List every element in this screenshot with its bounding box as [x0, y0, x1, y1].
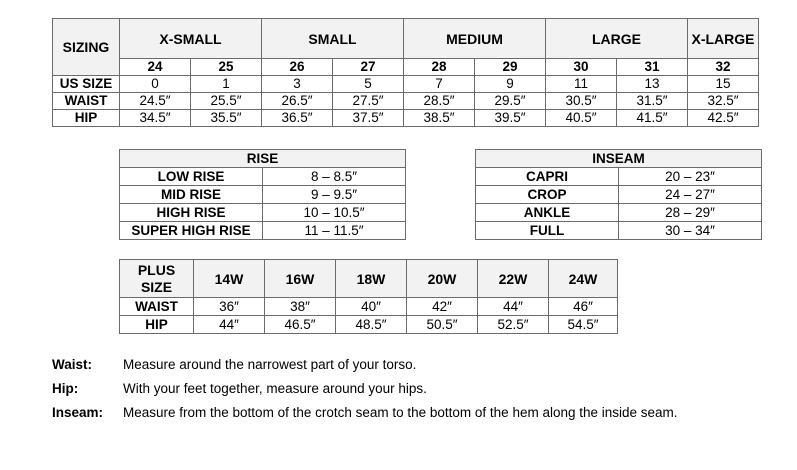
- cell: 42.5″: [688, 110, 759, 127]
- inseam-label: ANKLE: [476, 204, 619, 222]
- us-size-row: [53, 76, 759, 93]
- cell: 39.5″: [475, 110, 546, 127]
- cell: 46″: [549, 298, 618, 316]
- inseam-row: [476, 168, 762, 186]
- note-text: Measure from the bottom of the crotch seam to the bottom of the hem along the inside seam.: [123, 405, 678, 420]
- inseam-row: [476, 186, 762, 204]
- note-text: With your feet together, measure around your hips.: [123, 381, 427, 396]
- rise-label: MID RISE: [120, 186, 263, 204]
- inseam-value: 20 – 23″: [619, 168, 762, 186]
- plus-size-header-row: [120, 260, 618, 298]
- cell: 38″: [265, 298, 336, 316]
- plus-size-number: 24W: [549, 260, 618, 298]
- inseam-label: CROP: [476, 186, 619, 204]
- inseam-label: CAPRI: [476, 168, 619, 186]
- size-number-row: [53, 59, 759, 76]
- size-group-x-small: X-SMALL: [120, 19, 262, 59]
- cell: 50.5″: [407, 316, 478, 334]
- size-group-small: SMALL: [262, 19, 404, 59]
- size-group-large: LARGE: [546, 19, 688, 59]
- cell: 48.5″: [336, 316, 407, 334]
- size-group-x-large: X-LARGE: [688, 19, 759, 59]
- cell: 41.5″: [617, 110, 688, 127]
- cell: 1: [191, 76, 262, 93]
- note-label: Inseam:: [52, 405, 104, 420]
- plus-size-number: 16W: [265, 260, 336, 298]
- rise-label: LOW RISE: [120, 168, 263, 186]
- cell: 52.5″: [478, 316, 549, 334]
- row-label: WAIST: [120, 298, 194, 316]
- cell: 44″: [194, 316, 265, 334]
- size-number: 25: [191, 59, 262, 76]
- cell: 15: [688, 76, 759, 93]
- cell: 40.5″: [546, 110, 617, 127]
- cell: 46.5″: [265, 316, 336, 334]
- row-label: HIP: [53, 110, 120, 127]
- cell: 13: [617, 76, 688, 93]
- rise-table: [119, 149, 406, 240]
- plus-waist-row: [120, 298, 618, 316]
- cell: 34.5″: [120, 110, 191, 127]
- inseam-value: 28 – 29″: [619, 204, 762, 222]
- cell: 26.5″: [262, 93, 333, 110]
- rise-row: [120, 222, 406, 240]
- plus-label-line2: SIZE: [140, 279, 173, 295]
- row-label: US SIZE: [53, 76, 120, 93]
- plus-size-table: [119, 259, 618, 334]
- cell: 36.5″: [262, 110, 333, 127]
- rise-title: RISE: [120, 150, 406, 168]
- size-number: 29: [475, 59, 546, 76]
- size-number: 30: [546, 59, 617, 76]
- waist-row: [53, 93, 759, 110]
- size-group-medium: MEDIUM: [404, 19, 546, 59]
- cell: 25.5″: [191, 93, 262, 110]
- cell: 28.5″: [404, 93, 475, 110]
- note-label: Waist:: [52, 357, 92, 372]
- plus-size-corner-label: [120, 260, 194, 298]
- plus-size-number: 14W: [194, 260, 265, 298]
- sizing-corner-label: SIZING: [53, 19, 120, 76]
- plus-hip-row: [120, 316, 618, 334]
- size-number: 31: [617, 59, 688, 76]
- cell: 36″: [194, 298, 265, 316]
- cell: 9: [475, 76, 546, 93]
- rise-label: SUPER HIGH RISE: [120, 222, 263, 240]
- cell: 29.5″: [475, 93, 546, 110]
- sizing-table: [52, 18, 759, 127]
- plus-size-number: 18W: [336, 260, 407, 298]
- inseam-label: FULL: [476, 222, 619, 240]
- rise-value: 11 – 11.5″: [263, 222, 406, 240]
- cell: 38.5″: [404, 110, 475, 127]
- inseam-value: 30 – 34″: [619, 222, 762, 240]
- inseam-value: 24 – 27″: [619, 186, 762, 204]
- size-number: 32: [688, 59, 759, 76]
- size-group-row: [53, 19, 759, 59]
- plus-size-number: 22W: [478, 260, 549, 298]
- inseam-title-row: [476, 150, 762, 168]
- cell: 42″: [407, 298, 478, 316]
- cell: 30.5″: [546, 93, 617, 110]
- note-label: Hip:: [52, 381, 79, 396]
- hip-row: [53, 110, 759, 127]
- inseam-row: [476, 222, 762, 240]
- cell: 40″: [336, 298, 407, 316]
- row-label: HIP: [120, 316, 194, 334]
- size-number: 24: [120, 59, 191, 76]
- plus-label-line1: PLUS: [137, 262, 176, 278]
- cell: 0: [120, 76, 191, 93]
- plus-size-number: 20W: [407, 260, 478, 298]
- cell: 7: [404, 76, 475, 93]
- rise-value: 9 – 9.5″: [263, 186, 406, 204]
- cell: 35.5″: [191, 110, 262, 127]
- inseam-title: INSEAM: [476, 150, 762, 168]
- rise-value: 10 – 10.5″: [263, 204, 406, 222]
- size-number: 26: [262, 59, 333, 76]
- cell: 5: [333, 76, 404, 93]
- cell: 44″: [478, 298, 549, 316]
- cell: 54.5″: [549, 316, 618, 334]
- cell: 27.5″: [333, 93, 404, 110]
- cell: 32.5″: [688, 93, 759, 110]
- size-number: 28: [404, 59, 475, 76]
- rise-row: [120, 204, 406, 222]
- size-number: 27: [333, 59, 404, 76]
- rise-value: 8 – 8.5″: [263, 168, 406, 186]
- rise-row: [120, 186, 406, 204]
- rise-title-row: [120, 150, 406, 168]
- cell: 3: [262, 76, 333, 93]
- rise-row: [120, 168, 406, 186]
- inseam-row: [476, 204, 762, 222]
- rise-label: HIGH RISE: [120, 204, 263, 222]
- cell: 24.5″: [120, 93, 191, 110]
- cell: 37.5″: [333, 110, 404, 127]
- cell: 31.5″: [617, 93, 688, 110]
- cell: 11: [546, 76, 617, 93]
- inseam-table: [475, 149, 762, 240]
- row-label: WAIST: [53, 93, 120, 110]
- note-text: Measure around the narrowest part of your torso.: [123, 357, 417, 372]
